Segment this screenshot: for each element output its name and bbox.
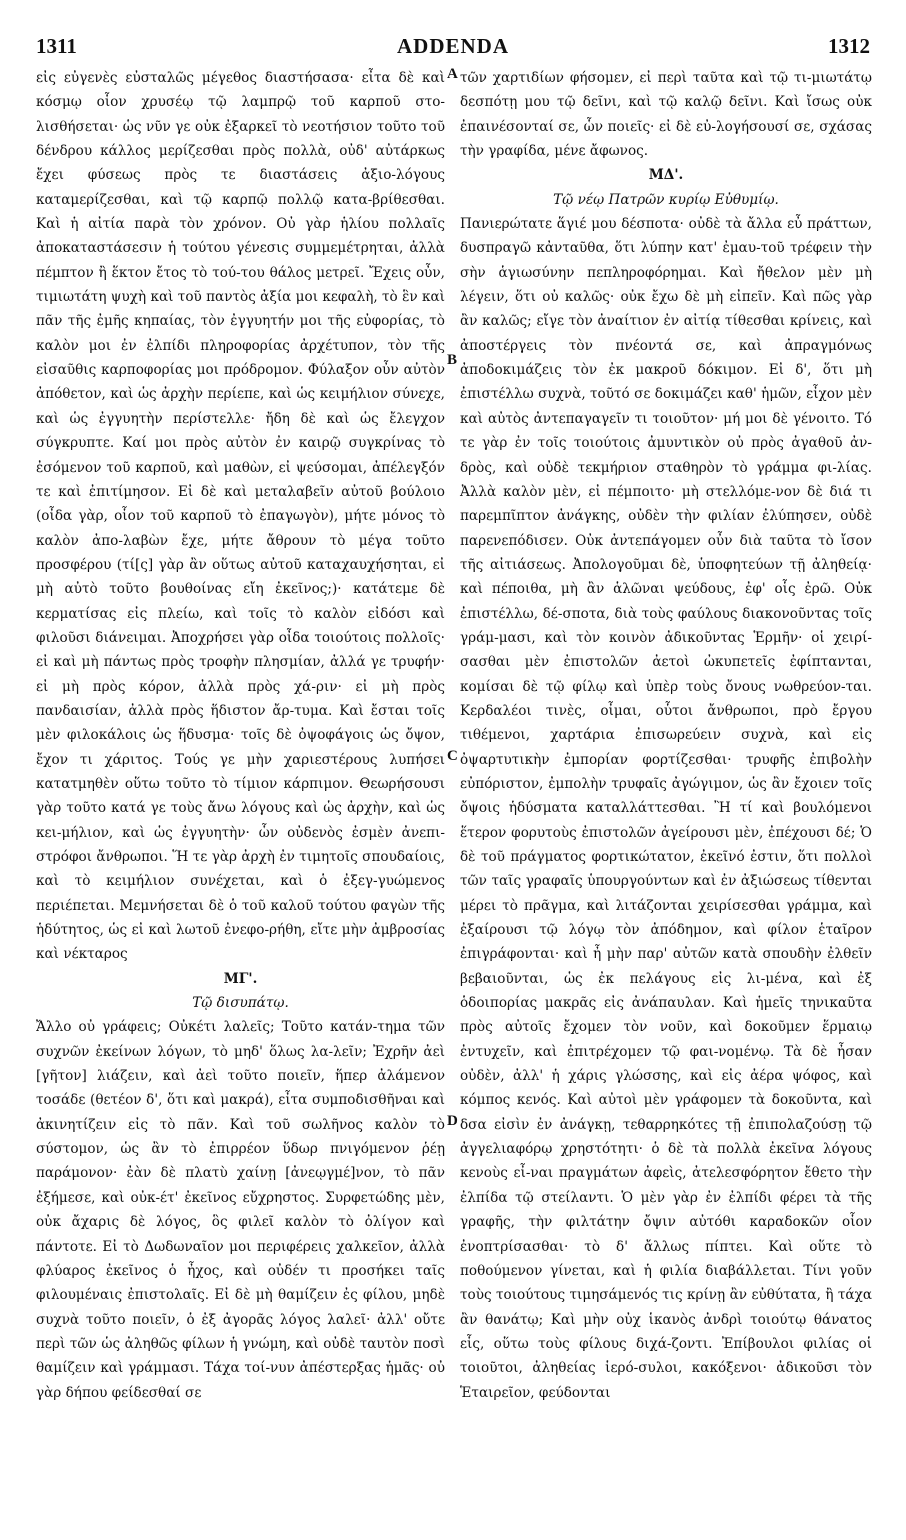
paragraph-continued: τῶν χαρτιδίων φήσομεν, εἰ περὶ ταῦτα καὶ τῷ τι-μιωτάτῳ δεσπότῃ μου τῷ δεῖνι, καὶ τῷ καλῷ δεῖνι. Καὶ ἴσως οὐκ ἐπαινέσονταί σε, ὧν ποιεῖς· εἰ δὲ εὐ-λογήσουσί σε, σχάσας τὴν γραφίδα, μένε ἄφωνος.: [460, 70, 872, 160]
letter-body: Ἄλλο οὐ γράφεις; Οὐκέτι λαλεῖς; Τοῦτο κατάν-τημα τῶν συχνῶν ἐκείνων λόγων, τὸ μηδ' ὅλως λα-λεῖν; Ἐχρῆν ἀεὶ [γῆτον] λιάζειν, καὶ ἀεὶ τοῦτο ποιεῖν, ἥπερ ἀλάμενον τοσάδε (θετέον δ', ὅτι καὶ μακρά), εἶτα συμποδισθῆναι καὶ ἀκινητίζειν εἰς τὸ πᾶν. Καὶ τοῦ σωλῆνος καλὸν τὸ σύστομον, ὡς ἂν τὸ ἐπιρρέον ὕδωρ πνιγόμενον ῥέῃ παράμονον· ἐὰν δὲ πλατὺ χαίνῃ [ἀνεῳγμέ]νον, τὸ πᾶν ἐξήμεσε, καὶ οὐκ-έτ' ἐκεῖνος εὔχρηστος. Συρφετώδης μὲν, οὐκ ἄχαρις δὲ λόγος, ὃς φιλεῖ καλὸν τὸ ὀλίγον καὶ πάντοτε. Εἰ τὸ Δωδωναῖον μοι περιφέρεις χαλκεῖον, ἀλλὰ φλύαρος ἐκεῖνος ὁ ἦχος, καὶ οὐδέν τι προσήκει ταῖς φιλουμέναις ἐπιστολαῖς. Εἰ δὲ μὴ θαμίζειν ἐς φίλου, μηδὲ συχνὰ τοῦτο ποιεῖν, ὁ ἐξ ἀγορᾶς λόγος λαλεῖ· ἀλλ' οὔτε περὶ τῶν ὡς ἀληθῶς φίλων ἡ γνώμη, καὶ οὐδὲ ταυτὸν ποσὶ θαμίζειν καὶ γράμμασι. Τάχα τοί-νυν ἀπέστερξας ἡμᾶς· οὐ γὰρ δήπου φείδεσθαί σε: [36, 1019, 445, 1401]
letter-number-heading: ΜΔ'.: [648, 167, 684, 184]
letter-number-heading: ΜΓ'.: [223, 970, 258, 987]
left-column: [36, 66, 445, 1405]
left-page-number: 1311: [36, 34, 77, 58]
section-marker-d: D: [447, 1113, 458, 1129]
paragraph-continued: εἰς εὐγενὲς εὐσταλῶς μέγεθος διαστήσασα· εἶτα δὲ καὶ κόσμῳ οἷον χρυσέῳ τῷ λαμπρῷ τοῦ καρποῦ στο-λισθήσεται· ὡς νῦν γε οὐκ ἐξαρκεῖ τὸ νεοτήσιον τοῦτο τοῦ δένδρου κάλλος μερίζεσθαι πρὸς πολλὰ, οὐδ' αὐτάρκως ἔχει φύσεως πρὸς τε διαστάσεις ἀξιο-λόγους καταμερίζεσθαι, καὶ τῷ καρπῷ πολλῷ κατα-βρίθεσθαι. Καὶ ἡ αἰτία παρὰ τὸν χρόνον. Οὐ γὰρ ἡλίου πολλαῖς ἀποκαταστάσεσιν ἡ τούτου γένεσις συμμεμέτρηται, ἀλλὰ πέμπτον ἢ ἕκτον ἔτος τὸ τού-του θάλος μετρεῖ. Ἔχεις οὖν, τιμιωτάτη ψυχὴ καὶ τοῦ παντὸς ἀξία μοι κεφαλὴ, τὸ ἓν καὶ πᾶν τῆς ἐμῆς κηπαίας, τὸν ἐγγυητήν μοι τῆς εὐφορίας, τὸ καλὸν μοι ἐν ἐλπίδι πληροφορίας ἀρχέτυπον, τὸν τῆς εἰσαῦθις καρποφορίας μοι πρόδρομον. Φύλαξον οὖν αὐτὸν ἀπόθετον, καὶ ὡς ἀρχὴν περίεπε, καὶ ὡς κειμήλιον σύνεχε, καὶ ὡς ἐγγυητὴν περίστελλε· ἤδη δὲ καὶ ὡς ἔλεγχον σύγκρυπτε. Καί μοι πρὸς αὐτὸν ἐν καιρῷ συγκρίνας τὸ ἐσόμενον τοῦ καρποῦ, καὶ μαθὼν, εἰ ψεύσομαι, ἀπέλεγξόν τε καὶ ἐπιτίμησον. Εἰ δὲ καὶ μεταλαβεῖν αὐτοῦ βούλοιο (οἶδα γὰρ, οἷον τοῦ καρποῦ τὸ ἐπαγωγὸν), μήτε μόνος τὸ καλὸν ἀπο-λαβὼν ἔχε, μήτε ἄθρουν τὸ μέγα τοῦτο προσφέρου (τί[ς] γὰρ ἂν οὕτως αὐτοῦ καταχαυχήσηται, εἰ μὴ αὐτὸ τοῦτο βουθοίνας εἴη ἐκεῖνος;)· κατάτεμε δὲ κερματίσας εἰς πλείω, καὶ τοῖς τὸ καλὸν εἰδόσι καὶ φιλοῦσι διάνειμαι. Ἀποχρήσει γὰρ οἶδα τοιούτοις πολλοῖς· εἰ καὶ μὴ πάντως πρὸς τροφὴν πλησμίαν, ἀλλά γε τρυφήν· εἰ μὴ πρὸς κόρον, ἀλλὰ πρὸς χά-ριν· εἰ μὴ πρὸς πανδαισίαν, ἀλλὰ πρὸς ἥδιστον ἄρ-τυμα. Καὶ ἔσται τοῖς μὲν φιλοκάλοις ὡς ἥδυσμα· τοῖς δὲ ὀψοφάγοις ὡς ὄψον, ἔχον τι χάριτος. Τούς γε μὴν χαριεστέρους λυπήσει κατατμηθὲν οὕτω τοῦτο τὸ τίμιον κάρπιμον. Θεωρήσουσι γὰρ τοῦτο κατά γε τοὺς ἄνω λόγους καὶ ὡς ἀρχὴν, καὶ ὡς κει-μήλιον, καὶ ὡς ἐγγυητὴν· ὧν οὐδενὸς ἐσμὲν ἀνεπι-στρόφοι ἄνθρωποι. Ἥ τε γὰρ ἀρχὴ ἐν τιμητοῖς σπουδαίοις, καὶ τὸ κειμήλιον συνέχεται, καὶ ὁ ἐξεγ-γυώμενος περιέπεται. Μεμνήσεται δὲ ὁ τοῦ καλοῦ τούτου φαγὼν τῆς ἡδύτητος, ὡς εἰ καὶ λωτοῦ ἐνεφο-ρήθη, εἴτε μὴν ἀμβροσίας καὶ νέκταρος: [36, 70, 445, 963]
letter-body: Πανιερώτατε ἅγιέ μου δέσποτα· οὐδὲ τὰ ἄλλα εὖ πράττων, δυσπραγῶ κἀνταῦθα, ὅτι λύπην κατ' ἐμαυ-τοῦ τρέφειν τὴν σὴν ἁγιωσύνην πεπληροφόρημαι. Καὶ ἤθελον μὲν μὴ λέγειν, ὅτι οὐ καλῶς· οὐκ ἔχω δὲ μὴ εἰπεῖν. Καὶ πῶς γὰρ ἂν καλῶς; εἴγε τὸν ἀναίτιον ἐν αἰτίᾳ τίθεσθαι κρίνεις, καὶ ἀποστέργεις τὸν πνέοντά σε, καὶ ἀπραγμόνως ἀποδοκιμάζεις τὸν ἐκ μακροῦ δόκιμον. Εἰ δ', ὅτι μὴ ἐπιστέλλω συχνὰ, τοῦτό σε δοκιμάζει καθ' ἡμῶν, εἶχον μὲν καὶ αὐτὸς ἀντεπαγαγεῖν τι τοιοῦτον· μή μοι δὲ γένοιτο. Τό τε γὰρ ἐν τοῖς τοιούτοις ἀμυντικὸν οὐ πρὸς ἀγαθοῦ ἀν-δρὸς, καὶ οὐδὲ τεκμήριον σταθηρὸν τὸ γράμμα φι-λίας. Ἀλλὰ καλὸν μὲν, εἰ πέμποιτο· μὴ στελλόμε-νον δὲ διά τι παρεμπῖπτον ἀνάγκης, οὐδὲν τὴν φιλίαν ἐλύπησεν, οὐδὲ παρενεπόδισεν. Οὐκ ἀντεπάγομεν οὖν διὰ ταῦτα τὸ ἴσον τῆς αἰτιάσεως. Ἀπολογοῦμαι δὲ, ὑποφητεύων τῇ ἀληθείᾳ· καὶ πέποιθα, μὴ ἂν ἁλῶναι ψεύδους, ἐφ' οἷς ἐρῶ. Οὐκ ἐπιστέλλω, δέ-σποτα, διὰ τοὺς φαύλους διακονοῦντας τοῖς γράμ-μασι, καὶ τὸν κοινὸν ἀδικοῦντας Ἑρμῆν· οἱ χειρί-σασθαι μὲν ἐπιστολῶν ἀετοὶ ὠκυπετεῖς ἐφίπτανται, κομίσαι δὲ τῷ φίλῳ καὶ ὑπὲρ τοὺς ὄνους νωθρεύον-ται. Κερδαλέοι τινὲς, οἶμαι, οὗτοι ἄνθρωποι, πρὸ ἔργου τιθέμενοι, χαρτάρια ἐπισωρεύειν συχνὰ, καὶ εἰς ὀψαρτυτικὴν ἐμπορίαν φορτίζεσθαι· τρυφῆς ἐπιβολὴν εὐπόριστον, ἐμπολὴν τρυφαῖς ἀγώγιμον, ὡς ἂν ἔχοιεν τοῖς ὄψοις ἡδύσματα καταλλάττεσθαι. Ἢ τί καὶ βουλόμενοι ἕτερον φορυτοὺς ἐπιστολῶν ἀγείρουσι μὲν, ἐπέχουσι δέ; Ὁ δὲ τοῦ πράγματος φορτικώτατον, ἐκεῖνό ἐστιν, ὅτι πολλοὶ τῶν ταῖς γραφαῖς ὑπουργούντων καὶ ἐν ἀξιώσεως τίθενται μέρει τὸ πρᾶγμα, καὶ λιτάζονται χειρίσεσθαι γράμμα, καὶ ἐξαίρουσι τῷ λόγῳ τὸν ἀπόδημον, καὶ φίλον ἑταῖρον ἐπιγράφονται· καὶ ἦ μὴν παρ' αὐτῶν κατὰ σπουδὴν ἐλθεῖν βεβαιοῦνται, ὡς ἐκ πελάγους εἰς λι-μένα, καὶ ἐξ ὁδοιπορίας μακρᾶς εἰς ἀνάπαυλαν. Καὶ ἡμεῖς τηνικαῦτα πρὸς αὐτοῖς ἔχομεν τὸν νοῦν, καὶ δοκοῦμεν ἕρμαιῳ ἐντυχεῖν, καὶ ἐπιτρέχομεν τῷ φαι-νομένῳ. Τὰ δὲ ἦσαν οὐδὲν, ἀλλ' ἡ χάρις γλώσσης, καὶ εἰς ἀέρα ψόφος, καὶ κόμπος κενός. Καὶ αὐτοὶ μὲν γράφομεν τὰ δοκοῦντα, καὶ δσα εἰσὶν ἐν ἀνάγκῃ, τεθαρρηκότες τῇ ἐπιπολαζούσῃ τῷ ἀγγελιαφόρῳ χρηστότητι· ὁ δὲ τὰ πολλὰ ἐκεῖνα λόγους κενοὺς εἶ-ναι πραγμάτων ἀφεὶς, ἀτελεσφόρητον ἔθετο τὴν ἐλπίδα τῷ στείλαντι. Ὁ μὲν γὰρ ἐν ἐλπίδι φέρει τὰ τῆς γραφῆς, τὴν φιλτάτην ὄψιν αὐτόθι καραδοκῶν οἷον ἐνοπτρίσασθαι· τὸ δ' ἄλλως πίπτει. Καὶ οὕτε τὸ ποθούμενον γίνεται, καὶ ἡ φιλία διαβάλλεται. Τίνι γοῦν τοὺς τοιούτους τιμησάμενός τις κρίνῃ ἂν εὐθύτατα, ἢ τάχα ἂν θανάτῳ; Καὶ μὴν οὐχ ἱκανὸς ἀνδρὶ τοιούτῳ θάνατος εἷς, οὕτω τοὺς φίλους διχά-ζοντι. Ἐπίβουλοι φιλίας οἱ τοιοῦτοι, ἀληθείας ἱερό-συλοι, κακόξενοι· ἀδικοῦσι τὸν Ἑταιρεῖον, φεύδονται: [460, 216, 872, 1401]
running-title: ADDENDA: [397, 34, 509, 58]
section-marker-c: C: [447, 748, 458, 764]
letter-addressee-heading: Τῷ δισυπάτῳ.: [192, 995, 289, 1012]
right-column: [460, 66, 872, 1405]
section-marker-b: B: [447, 352, 458, 368]
page-header: [36, 34, 870, 58]
letter-addressee-heading: Τῷ νέῳ Πατρῶν κυρίῳ Εὐθυμίῳ.: [553, 191, 779, 208]
section-marker-a: A: [447, 66, 458, 82]
right-page-number: 1312: [828, 34, 870, 58]
